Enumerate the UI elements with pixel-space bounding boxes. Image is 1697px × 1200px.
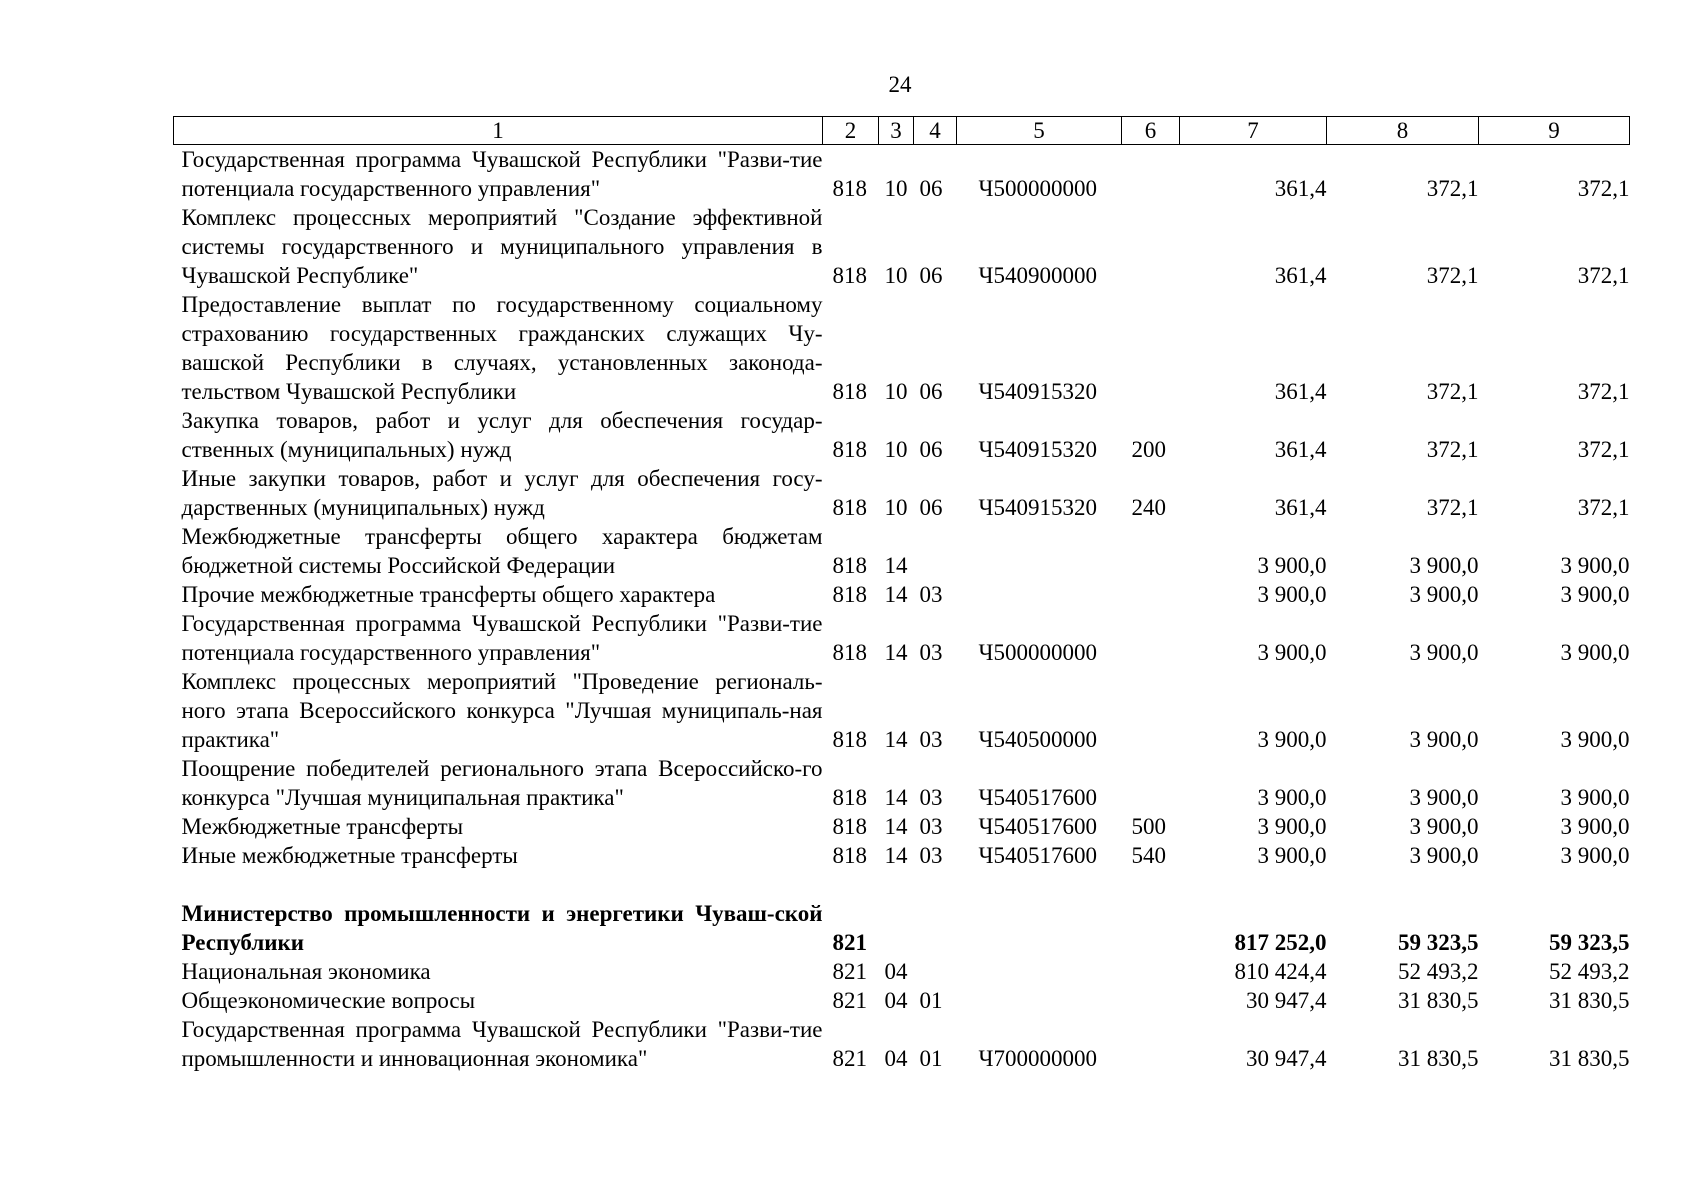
row-value-1-cell: 3 900,0	[1257, 843, 1327, 868]
row-csr-cell	[957, 899, 1122, 957]
row-vr-cell: 500	[1131, 814, 1166, 839]
table-row	[174, 754, 1630, 812]
row-csr-cell	[957, 522, 1122, 580]
row-csr-cell	[957, 957, 1122, 986]
row-gr-cell: 821	[832, 959, 867, 984]
row-value-3-cell: 3 900,0	[1560, 843, 1630, 868]
row-value-3-cell: 3 900,0	[1560, 814, 1630, 839]
table-row	[174, 522, 1630, 580]
row-vr-cell: 240	[1131, 495, 1166, 520]
row-value-3-cell: 372,1	[1577, 495, 1630, 520]
row-rz-cell: 14	[884, 727, 908, 752]
row-pr-cell	[914, 957, 957, 986]
row-value-2-cell: 372,1	[1426, 495, 1479, 520]
row-rz-cell: 10	[884, 495, 908, 520]
row-csr-cell: Ч540915320	[978, 495, 1097, 520]
table-row	[174, 203, 1630, 290]
table-row	[174, 986, 1630, 1015]
row-value-2-cell: 372,1	[1426, 437, 1479, 462]
row-value-2-cell: 3 900,0	[1409, 843, 1479, 868]
row-value-1-cell: 3 900,0	[1257, 640, 1327, 665]
row-pr-cell: 06	[919, 263, 943, 288]
row-name-cell: Закупка товаров, работ и услуг для обеспечения государ-ственных (муниципальных) нужд	[181, 408, 823, 462]
row-vr-cell	[1122, 522, 1180, 580]
row-value-2-cell: 52 493,2	[1398, 959, 1479, 984]
row-vr-cell: 540	[1131, 843, 1166, 868]
row-name-cell: Поощрение победителей регионального этапа Всероссийско-го конкурса "Лучшая муниципальная практика"	[181, 756, 823, 810]
row-value-3-cell: 372,1	[1577, 263, 1630, 288]
row-value-3-cell: 372,1	[1577, 176, 1630, 201]
row-value-3-cell: 3 900,0	[1560, 640, 1630, 665]
budget-table	[173, 116, 1630, 1073]
header-cell: 9	[1479, 117, 1630, 145]
row-vr-cell	[1122, 203, 1180, 290]
table-row	[174, 145, 1630, 204]
row-rz-cell: 10	[884, 263, 908, 288]
table-row	[174, 667, 1630, 754]
table-row	[174, 580, 1630, 609]
row-gr-cell: 818	[832, 582, 867, 607]
row-value-2-cell: 3 900,0	[1409, 814, 1479, 839]
row-pr-cell: 06	[919, 495, 943, 520]
row-value-2-cell: 59 323,5	[1398, 930, 1479, 955]
row-pr-cell: 03	[919, 785, 943, 810]
row-pr-cell: 03	[919, 727, 943, 752]
row-pr-cell: 06	[919, 437, 943, 462]
row-value-2-cell: 31 830,5	[1398, 1046, 1479, 1071]
row-value-1-cell: 361,4	[1274, 263, 1327, 288]
row-value-1-cell: 810 424,4	[1234, 959, 1327, 984]
row-value-1-cell: 3 900,0	[1257, 785, 1327, 810]
table-row	[174, 290, 1630, 406]
row-name-cell: Национальная экономика	[181, 959, 431, 984]
row-vr-cell	[1122, 609, 1180, 667]
header-cell: 8	[1327, 117, 1479, 145]
header-cell: 7	[1180, 117, 1327, 145]
row-value-1-cell: 361,4	[1274, 495, 1327, 520]
row-csr-cell: Ч540500000	[978, 727, 1097, 752]
row-pr-cell: 01	[919, 1046, 943, 1071]
row-value-2-cell: 3 900,0	[1409, 553, 1479, 578]
row-value-1-cell: 3 900,0	[1257, 582, 1327, 607]
spacer-row	[174, 870, 1630, 899]
row-gr-cell: 818	[832, 176, 867, 201]
row-vr-cell	[1122, 754, 1180, 812]
header-cell: 3	[879, 117, 914, 145]
row-value-1-cell: 30 947,4	[1246, 1046, 1327, 1071]
row-value-2-cell: 3 900,0	[1409, 582, 1479, 607]
page-number: 24	[888, 72, 912, 97]
row-name-cell: Государственная программа Чувашской Республики "Разви-тие потенциала государственного управления"	[181, 611, 823, 665]
row-name-cell: Прочие межбюджетные трансферты общего характера	[181, 582, 716, 607]
row-vr-cell	[1122, 986, 1180, 1015]
row-name-cell: Межбюджетные трансферты общего характера бюджетам бюджетной системы Российской Федерации	[181, 524, 823, 578]
table-row	[174, 406, 1630, 464]
row-name-cell: Государственная программа Чувашской Республики "Разви-тие потенциала государственного управления"	[181, 147, 823, 201]
row-gr-cell: 818	[832, 263, 867, 288]
row-csr-cell	[957, 986, 1122, 1015]
row-pr-cell: 01	[919, 988, 943, 1013]
row-name-cell: Комплекс процессных мероприятий "Создание эффективной системы государственного и муниципального управления в Чувашской Республике"	[181, 205, 823, 288]
row-value-3-cell: 59 323,5	[1549, 930, 1630, 955]
row-csr-cell: Ч540517600	[978, 843, 1097, 868]
row-pr-cell: 06	[919, 176, 943, 201]
row-name-cell: Иные закупки товаров, работ и услуг для обеспечения госу-дарственных (муниципальных) нужд	[181, 466, 823, 520]
row-value-3-cell: 372,1	[1577, 379, 1630, 404]
row-rz-cell: 14	[884, 843, 908, 868]
table-row	[174, 812, 1630, 841]
row-csr-cell: Ч500000000	[978, 640, 1097, 665]
table-row	[174, 899, 1630, 957]
spacer-cell	[174, 870, 1630, 899]
row-name-cell: Иные межбюджетные трансферты	[181, 843, 518, 868]
row-value-1-cell: 30 947,4	[1246, 988, 1327, 1013]
row-gr-cell: 818	[832, 495, 867, 520]
table-row	[174, 609, 1630, 667]
row-rz-cell: 14	[884, 785, 908, 810]
row-value-2-cell: 31 830,5	[1398, 988, 1479, 1013]
table-header-row	[174, 117, 1630, 145]
row-value-1-cell: 817 252,0	[1234, 930, 1327, 955]
header-cell: 5	[957, 117, 1122, 145]
row-value-3-cell: 3 900,0	[1560, 553, 1630, 578]
table-body	[174, 145, 1630, 1074]
row-name-cell: Межбюджетные трансферты	[181, 814, 464, 839]
row-name-cell: Комплекс процессных мероприятий "Проведение региональ-ного этапа Всероссийского конкурса "Лучшая муниципаль-ная практика"	[181, 669, 823, 752]
row-value-3-cell: 31 830,5	[1549, 1046, 1630, 1071]
row-name-cell: Общеэкономические вопросы	[181, 988, 476, 1013]
row-csr-cell: Ч700000000	[978, 1046, 1097, 1071]
row-rz-cell: 04	[884, 988, 908, 1013]
header-cell: 2	[823, 117, 879, 145]
row-value-2-cell: 372,1	[1426, 263, 1479, 288]
row-value-2-cell: 372,1	[1426, 176, 1479, 201]
row-csr-cell: Ч540517600	[978, 814, 1097, 839]
row-rz-cell: 04	[884, 959, 908, 984]
row-gr-cell: 818	[832, 437, 867, 462]
row-csr-cell: Ч540517600	[978, 785, 1097, 810]
row-rz-cell: 04	[884, 1046, 908, 1071]
row-value-1-cell: 3 900,0	[1257, 727, 1327, 752]
row-pr-cell: 03	[919, 843, 943, 868]
row-csr-cell: Ч540915320	[978, 379, 1097, 404]
header-cell: 1	[174, 117, 823, 145]
table-row	[174, 841, 1630, 870]
row-pr-cell	[914, 899, 957, 957]
row-gr-cell: 821	[832, 988, 867, 1013]
row-gr-cell: 818	[832, 843, 867, 868]
row-vr-cell	[1122, 145, 1180, 204]
row-gr-cell: 818	[832, 785, 867, 810]
row-rz-cell: 10	[884, 437, 908, 462]
row-pr-cell: 03	[919, 582, 943, 607]
row-vr-cell	[1122, 290, 1180, 406]
row-value-3-cell: 372,1	[1577, 437, 1630, 462]
table-row	[174, 1015, 1630, 1073]
row-vr-cell	[1122, 957, 1180, 986]
row-pr-cell: 06	[919, 379, 943, 404]
row-gr-cell: 818	[832, 379, 867, 404]
row-vr-cell	[1122, 899, 1180, 957]
row-gr-cell: 821	[832, 1046, 867, 1071]
row-value-2-cell: 3 900,0	[1409, 727, 1479, 752]
table-row	[174, 957, 1630, 986]
row-value-3-cell: 3 900,0	[1560, 785, 1630, 810]
row-value-1-cell: 361,4	[1274, 437, 1327, 462]
row-value-2-cell: 3 900,0	[1409, 785, 1479, 810]
row-rz-cell: 14	[884, 582, 908, 607]
row-csr-cell	[957, 580, 1122, 609]
row-value-1-cell: 361,4	[1274, 176, 1327, 201]
header-cell: 6	[1122, 117, 1180, 145]
row-rz-cell	[879, 899, 914, 957]
row-rz-cell: 14	[884, 640, 908, 665]
row-value-3-cell: 3 900,0	[1560, 582, 1630, 607]
row-rz-cell: 10	[884, 379, 908, 404]
row-value-3-cell: 31 830,5	[1549, 988, 1630, 1013]
row-csr-cell: Ч540900000	[978, 263, 1097, 288]
row-name-cell: Государственная программа Чувашской Республики "Разви-тие промышленности и инновационная экономика"	[181, 1017, 823, 1071]
row-csr-cell: Ч500000000	[978, 176, 1097, 201]
header-cell: 4	[914, 117, 957, 145]
row-gr-cell: 818	[832, 553, 867, 578]
table-row	[174, 464, 1630, 522]
row-value-3-cell: 3 900,0	[1560, 727, 1630, 752]
row-gr-cell: 821	[832, 930, 867, 955]
row-vr-cell	[1122, 580, 1180, 609]
row-gr-cell: 818	[832, 640, 867, 665]
row-vr-cell: 200	[1131, 437, 1166, 462]
row-rz-cell: 14	[884, 814, 908, 839]
row-pr-cell: 03	[919, 640, 943, 665]
row-value-1-cell: 3 900,0	[1257, 553, 1327, 578]
row-csr-cell: Ч540915320	[978, 437, 1097, 462]
row-value-3-cell: 52 493,2	[1549, 959, 1630, 984]
row-value-2-cell: 3 900,0	[1409, 640, 1479, 665]
row-rz-cell: 10	[884, 176, 908, 201]
row-value-1-cell: 3 900,0	[1257, 814, 1327, 839]
row-name-cell: Предоставление выплат по государственному социальному страхованию государственных гражданских служащих Чу-вашской Республики в случаях, установленных законода-тельством Чувашской Республики	[181, 292, 823, 404]
row-pr-cell	[914, 522, 957, 580]
row-rz-cell: 14	[884, 553, 908, 578]
row-vr-cell	[1122, 1015, 1180, 1073]
row-pr-cell: 03	[919, 814, 943, 839]
row-value-1-cell: 361,4	[1274, 379, 1327, 404]
row-gr-cell: 818	[832, 727, 867, 752]
row-name-cell: Министерство промышленности и энергетики Чуваш-ской Республики	[181, 901, 823, 955]
row-gr-cell: 818	[832, 814, 867, 839]
row-value-2-cell: 372,1	[1426, 379, 1479, 404]
row-vr-cell	[1122, 667, 1180, 754]
